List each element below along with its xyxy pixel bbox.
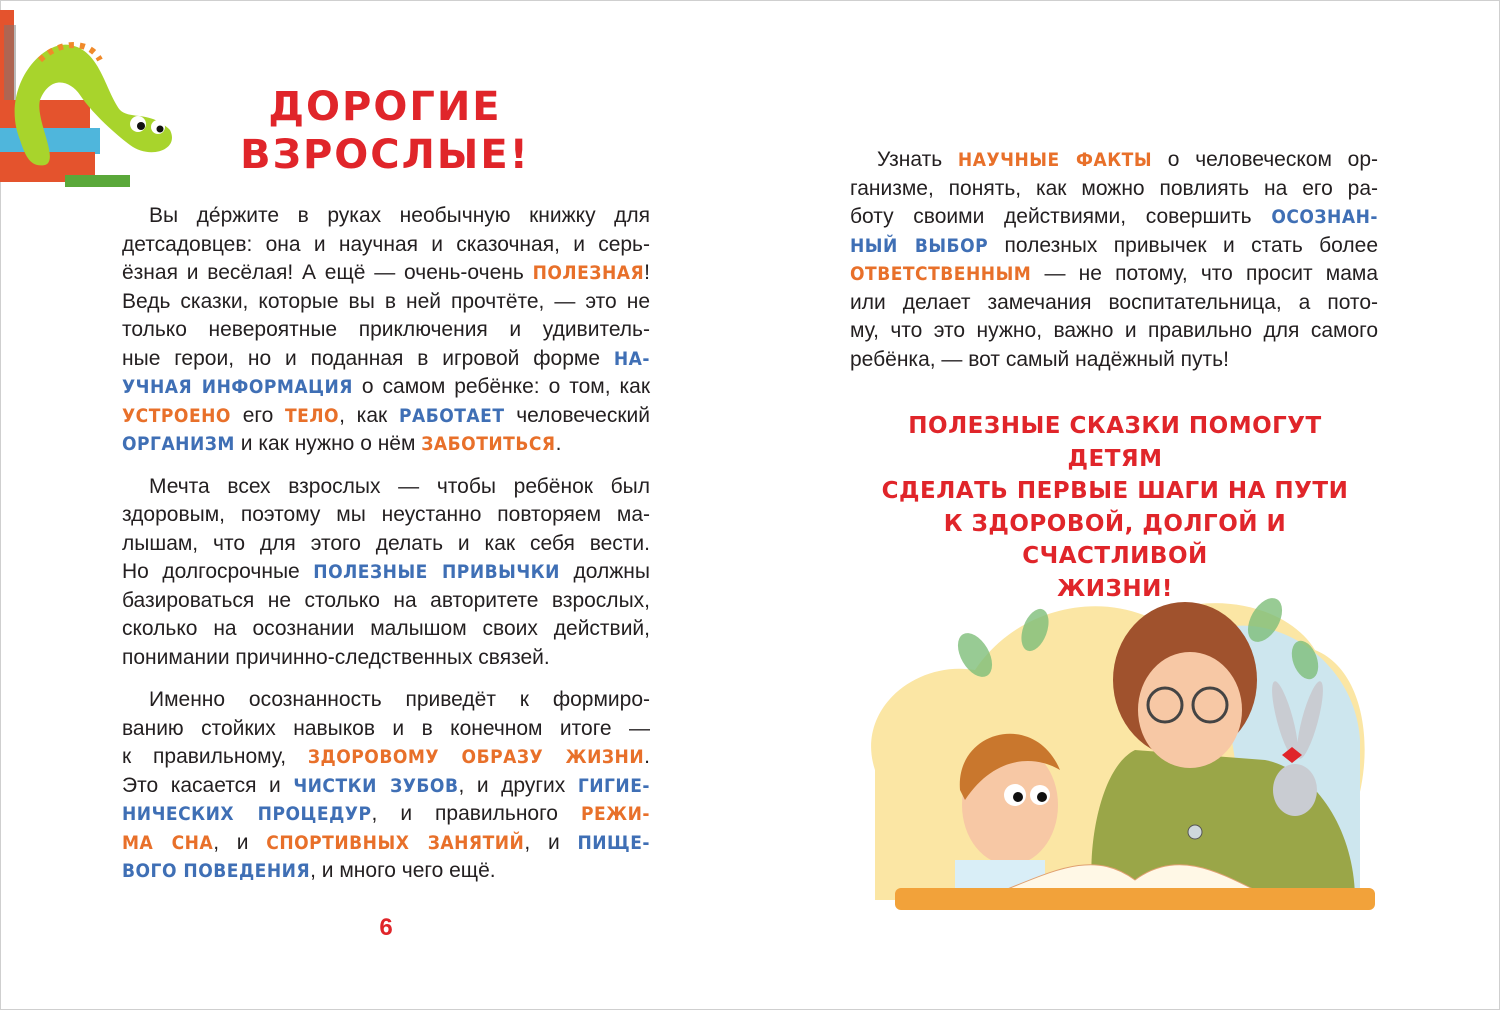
highlight-blue: ГИГИЕ-	[577, 774, 650, 797]
heading-line-2: ВЗРОСЛЫЕ!	[240, 132, 530, 178]
text-segment: базироваться не столько на авторитете взрослых,	[122, 588, 650, 612]
text-segment: ёзная и весёлая! А ещё — очень-очень	[122, 261, 533, 284]
text-segment: .	[555, 432, 562, 455]
text-segment: — не потому, что просит мама	[1031, 262, 1378, 285]
text-segment: лышам, что для этого делать и как себя вести.	[122, 531, 650, 555]
text-line	[122, 288, 650, 317]
text-segment: ганизме, понять, как можно повлиять на его ра-	[850, 176, 1378, 200]
text-line	[850, 146, 1378, 175]
highlight-blue: ВОГО ПОВЕДЕНИЯ	[122, 860, 311, 882]
paragraph	[122, 686, 650, 886]
highlight-orange: ЗАБОТИТЬСЯ	[421, 433, 556, 455]
text-line	[122, 373, 650, 402]
text-line	[122, 829, 650, 858]
text-line	[850, 346, 1378, 375]
grandma-and-boy-illustration	[835, 570, 1395, 930]
text-segment: должны	[559, 560, 650, 583]
highlight-orange: ЗДОРОВОМУ ОБРАЗУ ЖИЗНИ	[307, 746, 645, 768]
text-segment: Узнать	[877, 148, 958, 171]
text-segment: , и	[213, 830, 267, 854]
highlight-orange: ОТВЕТСТВЕННЫМ	[850, 263, 1032, 285]
text-segment: понимании причинно-следственных связей.	[122, 645, 550, 669]
highlight-blue: ПОЛЕЗНЫЕ ПРИВЫЧКИ	[313, 561, 560, 583]
text-segment: его	[230, 403, 286, 427]
text-segment: только невероятные приключения и удивитель-	[122, 318, 650, 341]
heading-line-1: ДОРОГИЕ	[268, 84, 502, 130]
highlight-blue: НИЧЕСКИХ ПРОЦЕДУР	[122, 803, 372, 825]
highlight-blue: РАБОТАЕТ	[398, 404, 505, 427]
callout-line: К ЗДОРОВОЙ, ДОЛГОЙ И СЧАСТЛИВОЙ	[943, 510, 1287, 569]
text-line	[122, 772, 650, 801]
text-segment: ные герои, но и поданная в игровой форме	[122, 346, 614, 370]
highlight-orange: ПОЛЕЗНАЯ	[532, 262, 645, 284]
text-segment: Ведь сказки, которые вы в ней прочтёте, — это не	[122, 289, 650, 313]
text-line	[122, 644, 650, 673]
highlight-orange: ТЕЛО	[285, 404, 340, 427]
text-segment: полезных привычек и стать более	[988, 233, 1379, 257]
text-segment: му, что это нужно, важно и правильно для самого	[850, 319, 1378, 342]
paragraph	[122, 473, 650, 673]
text-line	[122, 316, 650, 345]
highlight-blue: НА-	[613, 347, 650, 370]
text-line	[122, 615, 650, 644]
text-line	[122, 202, 650, 231]
text-line	[850, 317, 1378, 346]
highlight-orange: НАУЧНЫЕ ФАКТЫ	[957, 149, 1153, 171]
page-number: 6	[379, 914, 393, 941]
text-line	[122, 231, 650, 260]
highlight-blue: ПИЩЕ-	[577, 831, 650, 854]
highlight-blue: ОРГАНИЗМ	[122, 433, 235, 455]
callout-line: СДЕЛАТЬ ПЕРВЫЕ ШАГИ НА ПУТИ	[881, 478, 1349, 504]
text-line	[850, 175, 1378, 204]
text-segment: или делает замечания воспитательница, а пото-	[850, 290, 1378, 314]
text-segment: к правильному,	[122, 745, 308, 768]
text-segment: , как	[339, 403, 399, 427]
highlight-blue: УЧНАЯ ИНФОРМАЦИЯ	[122, 376, 353, 398]
highlight-blue: ЧИСТКИ ЗУБОВ	[293, 774, 459, 797]
text-line	[850, 232, 1378, 261]
text-segment: ребёнка, — вот самый надёжный путь!	[850, 347, 1229, 371]
text-segment: Именно осознанность приведёт к формиро-	[149, 688, 650, 711]
text-segment: , и правильного	[371, 802, 581, 825]
text-segment: , и других	[458, 773, 578, 797]
paragraph	[122, 202, 650, 459]
text-line	[850, 260, 1378, 289]
text-segment: боту своими действиями, совершить	[850, 205, 1272, 228]
text-segment: Но долгосрочные	[122, 560, 314, 583]
callout-line: ПОЛЕЗНЫЕ СКАЗКИ ПОМОГУТ ДЕТЯМ	[908, 413, 1322, 472]
text-segment: , и много чего ещё.	[310, 859, 496, 882]
text-line	[122, 530, 650, 559]
text-line	[122, 259, 650, 288]
text-segment: , и	[524, 830, 578, 854]
text-segment: здоровым, поэтому мы неустанно повторяем ма-	[122, 503, 650, 526]
highlight-orange: РЕЖИ-	[580, 803, 650, 825]
left-column-text	[122, 202, 650, 900]
text-segment: !	[644, 261, 650, 284]
text-segment: ванию стойких навыков и в конечном итоге —	[122, 716, 650, 740]
text-line	[122, 558, 650, 587]
highlight-orange: УСТРОЕНО	[122, 404, 231, 427]
text-line	[122, 430, 650, 459]
text-segment: о самом ребёнке: о том, как	[352, 375, 651, 398]
text-segment: сколько на осознании малышом своих действий,	[122, 617, 650, 640]
text-line	[122, 686, 650, 715]
callout-line: ЖИЗНИ!	[1057, 575, 1173, 602]
text-segment: и как нужно о нём	[234, 432, 422, 455]
text-line	[122, 473, 650, 502]
text-segment: детсадовцев: она и научная и сказочная, и серь-	[122, 232, 650, 256]
text-line	[122, 857, 650, 886]
text-line	[122, 743, 650, 772]
text-segment: .	[644, 745, 650, 768]
text-line	[122, 800, 650, 829]
dinosaur-illustration	[0, 0, 190, 195]
text-line	[122, 402, 650, 431]
text-segment: о человеческом ор-	[1152, 148, 1378, 171]
text-segment: человеческий	[504, 403, 650, 427]
highlight-orange: СПОРТИВНЫХ ЗАНЯТИЙ	[266, 831, 525, 854]
highlight-blue: ОСОЗНАН-	[1271, 206, 1378, 228]
text-line	[122, 345, 650, 374]
text-line	[122, 715, 650, 744]
text-line	[850, 289, 1378, 318]
text-segment: Мечта всех взрослых — чтобы ребёнок был	[149, 474, 650, 498]
right-column-text	[850, 146, 1378, 388]
text-segment: Это касается и	[122, 773, 294, 797]
paragraph	[850, 146, 1378, 374]
text-line	[122, 501, 650, 530]
highlight-blue: НЫЙ ВЫБОР	[850, 234, 989, 257]
highlight-orange: МА СНА	[122, 831, 214, 854]
text-segment: Вы де́ржите в руках необычную книжку для	[149, 204, 650, 227]
text-line	[122, 587, 650, 616]
text-line	[850, 203, 1378, 232]
